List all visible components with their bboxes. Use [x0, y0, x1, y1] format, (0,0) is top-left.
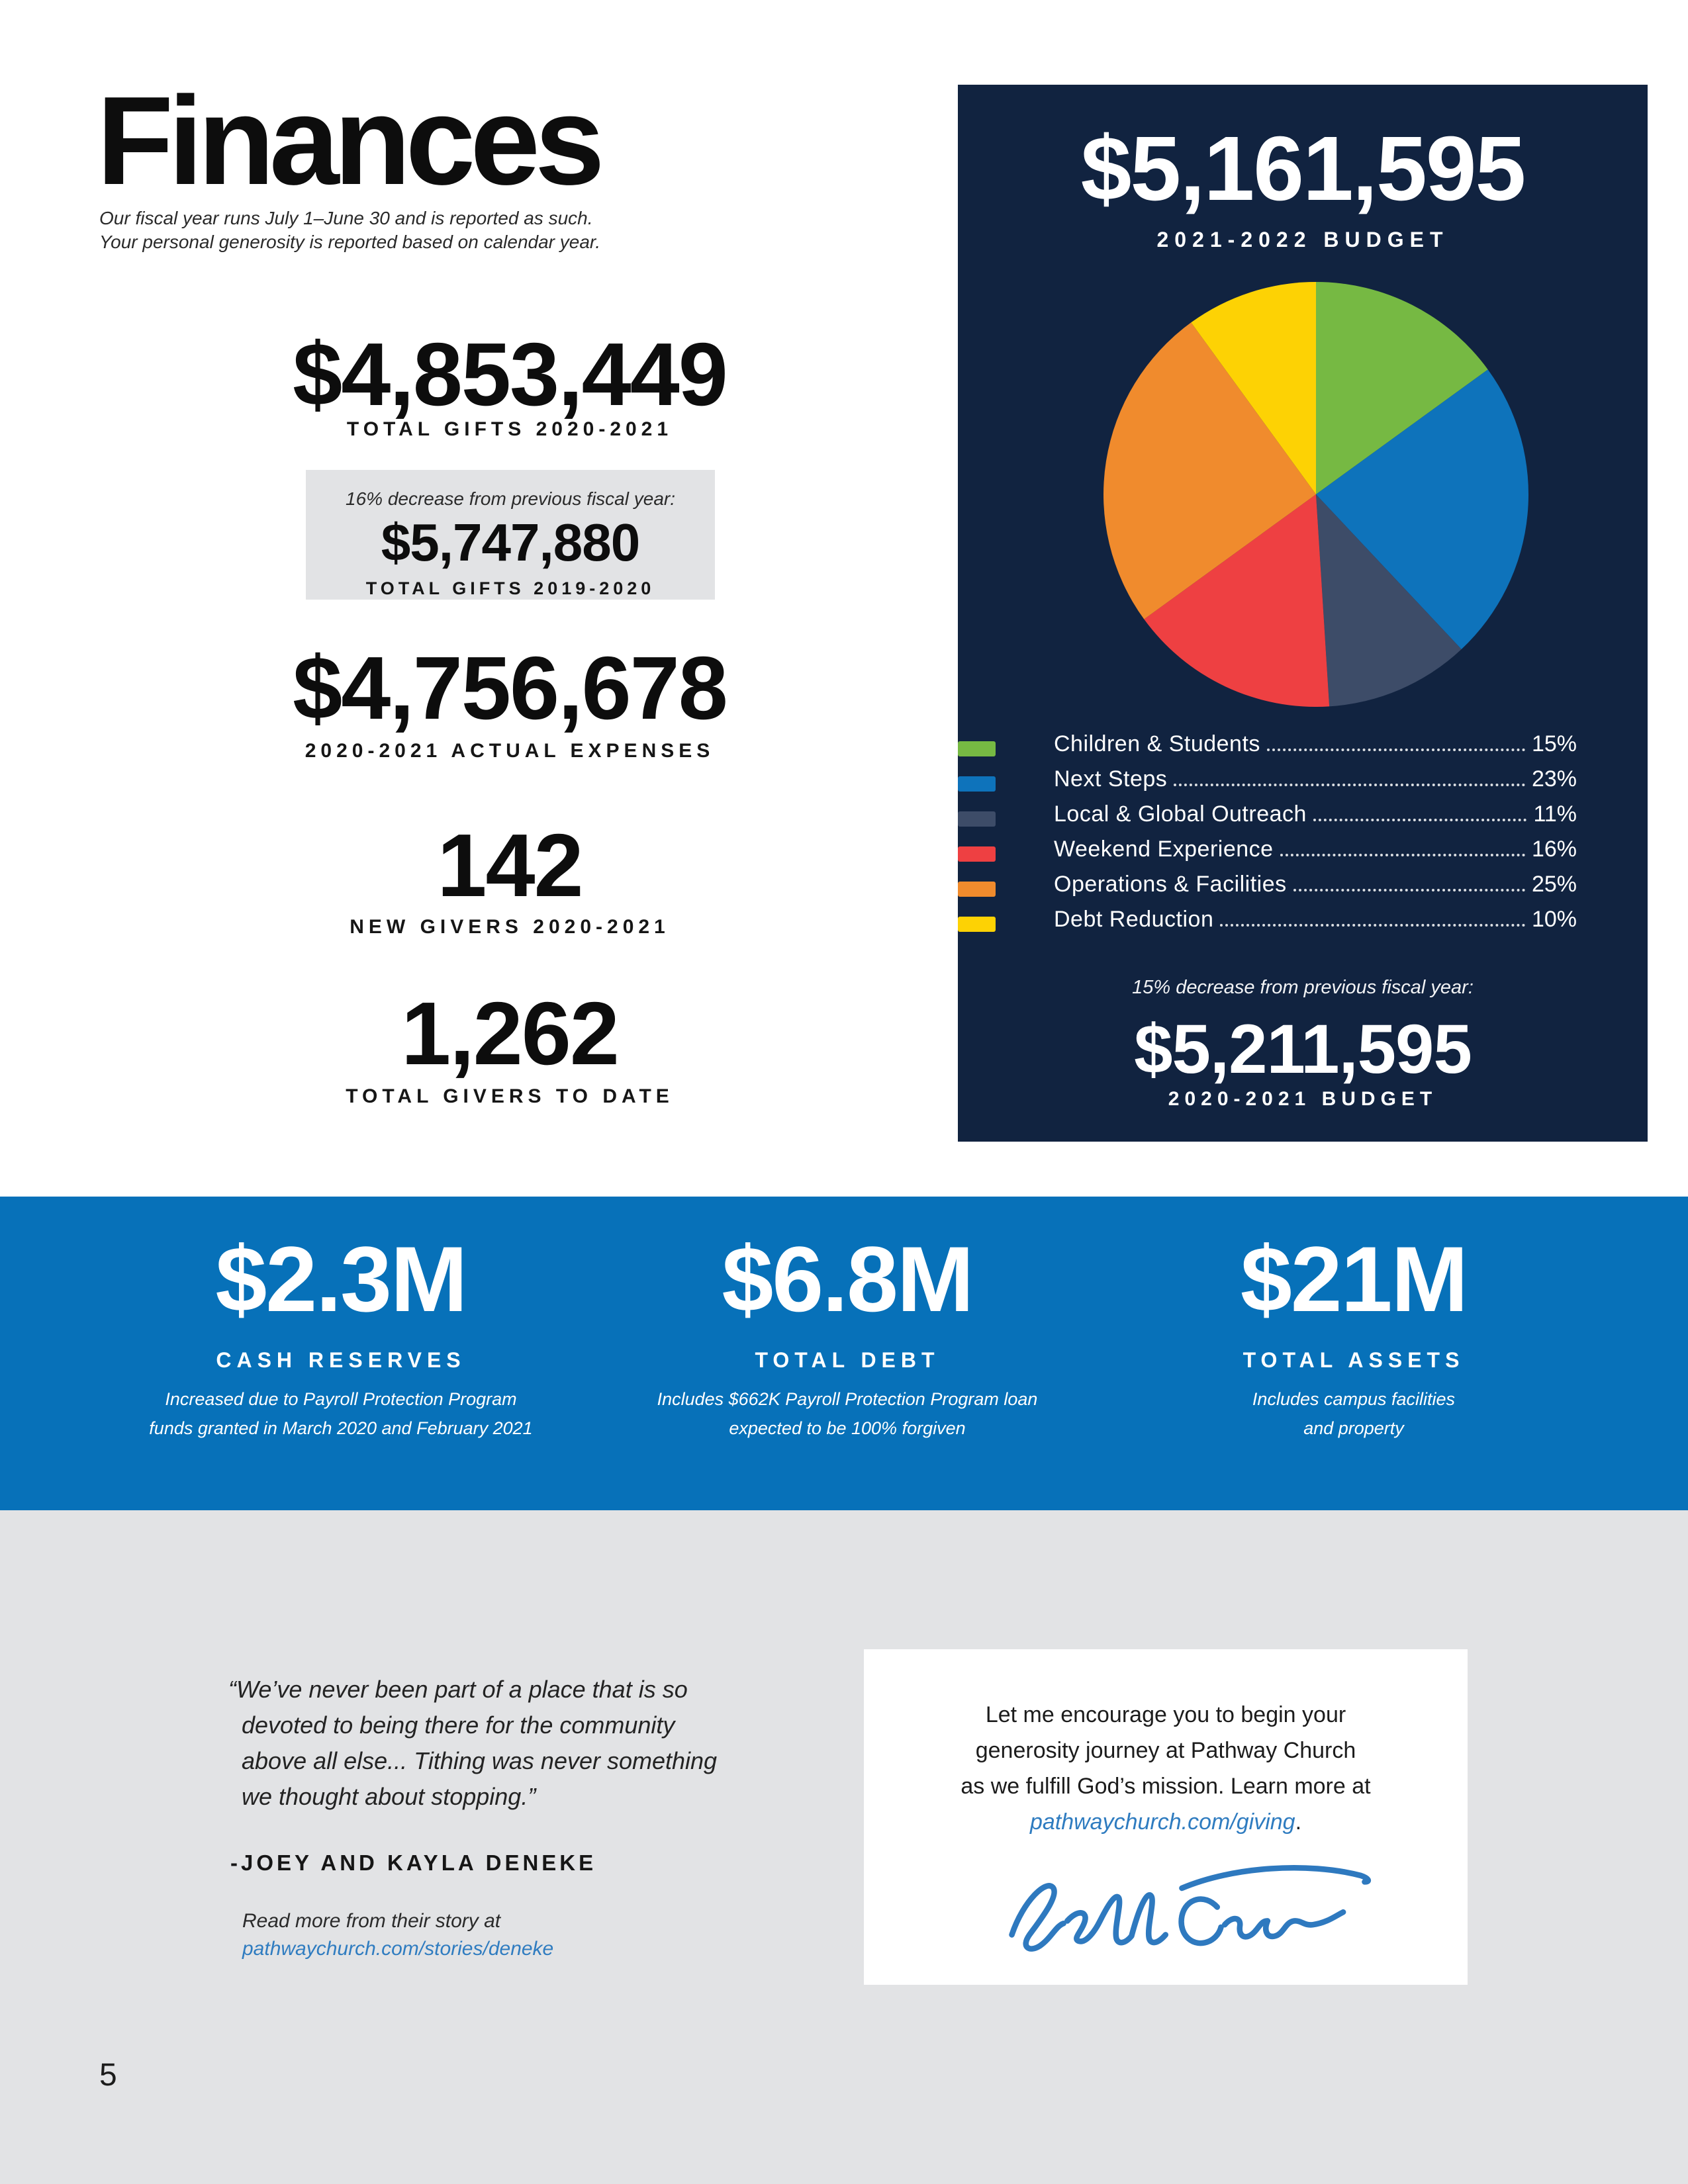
- total-assets-note: [1082, 1385, 1625, 1443]
- previous-gifts-label: TOTAL GIFTS 2019-2020: [365, 578, 655, 598]
- total-debt-note-line2: expected to be 100% forgiven: [729, 1418, 966, 1438]
- cash-reserves-value: $2.3M: [215, 1227, 467, 1331]
- legend-dotted-leader: [1280, 854, 1525, 856]
- signature-todd-carter: [993, 1858, 1383, 1970]
- new-givers-label: NEW GIVERS 2020-2021: [350, 916, 670, 938]
- legend-label: Weekend Experience: [1054, 837, 1274, 862]
- legend-dotted-leader: [1293, 889, 1525, 891]
- total-debt-label: TOTAL DEBT: [755, 1348, 940, 1372]
- legend-percent: 11%: [1533, 801, 1577, 827]
- giving-card-line2: generosity journey at Pathway Church: [975, 1738, 1356, 1763]
- giving-card-line1: Let me encourage you to begin your: [985, 1702, 1346, 1727]
- budget-pie-chart: [1103, 282, 1528, 707]
- total-givers-value: 1,262: [401, 983, 618, 1083]
- legend-percent: 25%: [1531, 872, 1577, 897]
- member-quote: [228, 1672, 798, 1815]
- quote-line1: “We’ve never been part of a place that is so: [228, 1676, 688, 1703]
- legend-percent: 15%: [1531, 731, 1577, 756]
- total-debt-block: [576, 1197, 1119, 1443]
- actual-expenses-value: $4,756,678: [293, 638, 727, 738]
- total-assets-block: [1082, 1197, 1625, 1443]
- legend-label: Local & Global Outreach: [1054, 801, 1307, 827]
- read-more-text: Read more from their story at: [242, 1910, 501, 1932]
- giving-card: [864, 1649, 1468, 1985]
- cash-reserves-block: [70, 1197, 612, 1443]
- legend-label: Debt Reduction: [1054, 907, 1214, 932]
- total-debt-value: $6.8M: [722, 1227, 973, 1331]
- quote-line2: devoted to being there for the community: [242, 1711, 675, 1739]
- legend-swatch-icon: [958, 741, 996, 756]
- new-givers-value: 142: [437, 815, 583, 915]
- total-assets-label: TOTAL ASSETS: [1243, 1348, 1465, 1372]
- page-title: Finances: [97, 71, 600, 211]
- total-gifts-value: $4,853,449: [293, 324, 727, 424]
- fiscal-year-note-line2: Your personal generosity is reported based on calendar year.: [99, 232, 600, 252]
- total-debt-note: [576, 1385, 1119, 1443]
- fiscal-year-note: [99, 206, 600, 254]
- previous-gifts-box: [306, 470, 715, 600]
- legend-swatch-icon: [958, 882, 996, 897]
- legend-label: Children & Students: [1054, 731, 1260, 756]
- cash-reserves-note-line1: Increased due to Payroll Protection Program: [165, 1389, 517, 1409]
- previous-gifts-value: $5,747,880: [381, 513, 640, 572]
- total-assets-note-line1: Includes campus facilities: [1252, 1389, 1456, 1409]
- previous-gifts-note: 16% decrease from previous fiscal year:: [346, 488, 675, 509]
- legend-dotted-leader: [1220, 924, 1525, 927]
- legend-row: [958, 731, 1577, 766]
- legend-dotted-leader: [1174, 784, 1525, 786]
- legend-percent: 16%: [1531, 837, 1577, 862]
- cash-reserves-note-line2: funds granted in March 2020 and February 2021: [149, 1418, 533, 1438]
- legend-label: Next Steps: [1054, 766, 1168, 792]
- giving-link-period: .: [1295, 1809, 1302, 1835]
- giving-card-line4: [864, 1804, 1468, 1840]
- fiscal-year-note-line1: Our fiscal year runs July 1–June 30 and is reported as such.: [99, 208, 593, 228]
- total-assets-value: $21M: [1240, 1227, 1468, 1331]
- actual-expenses-label: 2020-2021 ACTUAL EXPENSES: [305, 740, 715, 762]
- legend-row: [958, 801, 1577, 837]
- legend-dotted-leader: [1313, 819, 1527, 821]
- budget-panel: [958, 85, 1648, 1142]
- legend-dotted-leader: [1267, 749, 1525, 751]
- giving-link[interactable]: pathwaychurch.com/giving: [1029, 1809, 1295, 1835]
- page-number: 5: [99, 2058, 117, 2093]
- quote-line3: above all else... Tithing was never something: [242, 1747, 718, 1774]
- legend-percent: 10%: [1531, 907, 1577, 932]
- total-gifts-label: TOTAL GIFTS 2020-2021: [346, 418, 673, 440]
- giving-card-line3: as we fulfill God’s mission. Learn more at: [961, 1774, 1371, 1799]
- previous-budget-note: 15% decrease from previous fiscal year:: [1132, 977, 1474, 998]
- legend-swatch-icon: [958, 917, 996, 932]
- quote-line4: we thought about stopping.”: [242, 1783, 536, 1810]
- budget-label: 2021-2022 BUDGET: [1156, 228, 1449, 251]
- giving-card-text: [864, 1697, 1468, 1840]
- total-givers-label: TOTAL GIVERS TO DATE: [346, 1085, 674, 1107]
- legend-row: [958, 837, 1577, 872]
- legend-swatch-icon: [958, 811, 996, 827]
- legend-row: [958, 907, 1577, 942]
- legend-percent: 23%: [1531, 766, 1577, 792]
- total-assets-note-line2: and property: [1303, 1418, 1404, 1438]
- budget-value: $5,161,595: [1080, 118, 1525, 220]
- story-link[interactable]: pathwaychurch.com/stories/deneke: [242, 1938, 554, 1960]
- previous-budget-value: $5,211,595: [1134, 1011, 1472, 1088]
- quote-attribution: -JOEY AND KAYLA DENEKE: [230, 1850, 597, 1875]
- legend-swatch-icon: [958, 846, 996, 862]
- legend-row: [958, 766, 1577, 801]
- previous-budget-label: 2020-2021 BUDGET: [1168, 1088, 1438, 1110]
- legend-swatch-icon: [958, 776, 996, 792]
- budget-legend: [958, 731, 1577, 942]
- legend-row: [958, 872, 1577, 907]
- legend-label: Operations & Facilities: [1054, 872, 1287, 897]
- cash-reserves-note: [70, 1385, 612, 1443]
- cash-reserves-label: CASH RESERVES: [216, 1348, 466, 1372]
- total-debt-note-line1: Includes $662K Payroll Protection Program loan: [657, 1389, 1038, 1409]
